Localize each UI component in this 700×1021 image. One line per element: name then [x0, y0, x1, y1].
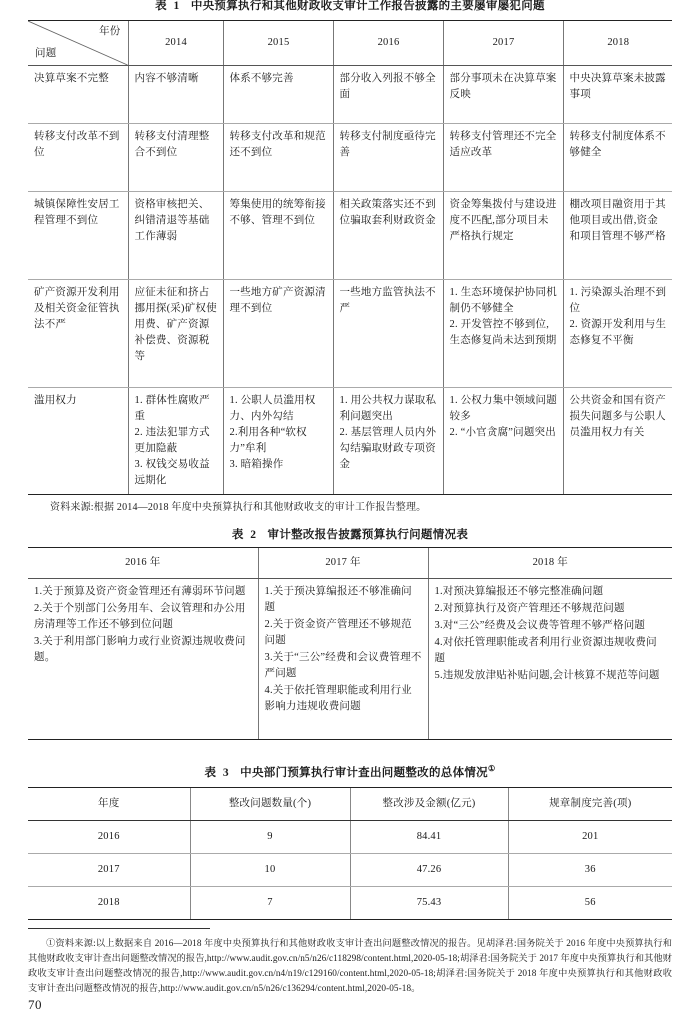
- cell-line: 3.关于“三公”经费和会议费管理不严问题: [264, 652, 422, 680]
- table1-data-cell: [128, 191, 223, 279]
- table-row: [28, 387, 672, 494]
- footnote-text: [28, 936, 672, 996]
- table1-issue-cell: [28, 65, 128, 123]
- table1-corner-cell: [28, 20, 128, 65]
- cell-line: 3. 暗箱操作: [229, 458, 284, 470]
- table1-data-cell: [563, 191, 672, 279]
- table1-caption-number: 表 1: [155, 0, 182, 12]
- table1-data-cell: [563, 279, 672, 387]
- table2-col-header: 2017 年: [258, 548, 428, 579]
- table1-issue-cell: [28, 387, 128, 494]
- table1-data-cell: [563, 65, 672, 123]
- table1-corner-year-label: 年份: [99, 25, 121, 37]
- cell-line: 部分事项未在决算草案反映: [449, 72, 557, 100]
- table3-caption-number: 表 3: [204, 767, 231, 780]
- cell-line: 5.违规发放津贴补贴问题,会计核算不规范等问题: [434, 670, 660, 682]
- cell-line: 中央决算草案未披露事项: [569, 72, 666, 100]
- table1-data-cell: [223, 387, 333, 494]
- table3-cell-count: 10: [190, 853, 350, 886]
- cell-line: 2.对预算执行及资产管理还不够规范问题: [434, 603, 625, 615]
- table2-col-header: 2016 年: [28, 548, 258, 579]
- table-row: [28, 886, 672, 919]
- table1-data-cell: [443, 191, 563, 279]
- table2-col-header: 2018 年: [428, 548, 672, 579]
- footnote-body: 资料来源:以上数据来自 2016—2018 年度中央预算执行和其他财政收支审计查出问题整改情况的报告。见胡泽君:国务院关于 2016 年度中央预算执行和其他财政收支审计查出问题整改情况的报告,http://www.audit.gov.cn/n5/n26/c118298/content.html,2020-05-18;胡泽君:国务院关于 2017 年度中央预算执行和其他财政收支审计查出问题整改情况的报告,http://www.audit.gov.cn/n4/n19/c129160/content.html,2020-05-18;胡泽君:国务院关于 2018 年度中央预算执行和其他财政收支审计查出问题整改情况的报告,http://www.audit.gov.cn/n5/n26/c136294/content.html,2020-05-18。: [28, 938, 673, 994]
- table1-data-cell: [128, 123, 223, 191]
- cell-line: 筹集使用的统筹衔接不够、管理不到位: [229, 198, 326, 226]
- cell-line: 3.对“三公”经费及会议费等管理不够严格问题: [434, 620, 646, 632]
- table1-col-header: 2016: [333, 20, 443, 65]
- cell-line: 4.对依托管理职能或者利用行业资源违规收费问题: [434, 637, 657, 665]
- cell-line: 内容不够清晰: [134, 72, 199, 84]
- table-row: [28, 65, 672, 123]
- cell-line: 部分收入列报不够全面: [339, 72, 436, 100]
- table1-source-note: 资料来源:根据 2014—2018 年度中央预算执行和其他财政收支的审计工作报告整理。: [50, 501, 427, 513]
- table2: [28, 547, 672, 740]
- page-number: 70: [28, 997, 42, 1012]
- table3-col-header: 规章制度完善(项): [508, 787, 672, 820]
- table1-data-cell: [128, 65, 223, 123]
- table2-caption: [28, 529, 672, 543]
- table2-data-cell: [28, 579, 258, 740]
- table1-data-cell: [128, 387, 223, 494]
- table3: [28, 787, 672, 920]
- cell-line: 体系不够完善: [229, 72, 294, 84]
- footnote-rule: [28, 928, 210, 930]
- cell-line: 转移支付制度体系不够健全: [569, 130, 666, 158]
- cell-line: 2. 基层管理人员内外勾结骗取财政专项资金: [339, 426, 437, 470]
- table1-data-cell: [333, 191, 443, 279]
- table1-col-header: 2014: [128, 20, 223, 65]
- table1-data-cell: [223, 123, 333, 191]
- table1-data-cell: [333, 65, 443, 123]
- table1-issue-cell: [28, 191, 128, 279]
- table1-data-cell: [333, 123, 443, 191]
- table3-cell-amount: 47.26: [350, 853, 508, 886]
- cell-line: 城镇保障性安居工程管理不到位: [34, 198, 120, 226]
- cell-line: 4.关于依托管理职能或利用行业影响力违规收费问题: [264, 685, 412, 712]
- cell-line: 1.对预决算编报还不够完整准确问题: [434, 586, 604, 598]
- table3-cell-amount: 84.41: [350, 820, 508, 853]
- table1-caption-text: 中央预算执行和其他财政收支审计工作报告披露的主要屡审屡犯问题: [190, 0, 545, 12]
- table1-header-row: [28, 20, 672, 65]
- table1-data-cell: [443, 123, 563, 191]
- table1-data-cell: [333, 387, 443, 494]
- table1-data-cell: [563, 123, 672, 191]
- cell-line: 滥用权力: [34, 394, 77, 406]
- table1-data-cell: [443, 387, 563, 494]
- cell-line: 转移支付清理整合不到位: [134, 130, 210, 158]
- table-row: [28, 123, 672, 191]
- table2-header-row: [28, 548, 672, 579]
- cell-line: 1.关于预算及资产资金管理还有薄弱环节问题: [34, 586, 246, 598]
- cell-line: 一些地方监管执法不严: [339, 286, 436, 314]
- table3-body: [28, 820, 672, 919]
- table3-col-header: 整改涉及金额(亿元): [350, 787, 508, 820]
- cell-line: 棚改项目融资用于其他项目或出借,资金和项目管理不够严格: [569, 198, 666, 242]
- table1-col-header: 2018: [563, 20, 672, 65]
- cell-line: 决算草案不完整: [34, 72, 109, 84]
- table1-data-cell: [333, 279, 443, 387]
- cell-line: 应征未征和挤占挪用探(采)矿权使用费、矿产资源补偿费、资源税等: [134, 286, 217, 362]
- table3-cell-rules: 56: [508, 886, 672, 919]
- table1-issue-cell: [28, 279, 128, 387]
- cell-line: 2.关于资金资产管理还不够规范问题: [264, 619, 412, 647]
- table1-data-cell: [223, 65, 333, 123]
- cell-line: 2. “小官贪腐”问题突出: [449, 426, 556, 438]
- table1-col-header: 2015: [223, 20, 333, 65]
- table1-data-cell: [443, 65, 563, 123]
- table3-caption-text: 中央部门预算执行审计查出问题整改的总体情况: [240, 767, 488, 780]
- table2-data-cell: [258, 579, 428, 740]
- cell-line: 1. 公职人员滥用权力、内外勾结: [229, 394, 316, 422]
- table2-data-cell: [428, 579, 672, 740]
- cell-line: 资格审核把关、纠错清退等基础工作薄弱: [134, 198, 210, 242]
- table3-cell-year: 2018: [28, 886, 190, 919]
- cell-line: 3.关于利用部门影响力或行业资源违规收费问题。: [34, 636, 246, 664]
- cell-line: 1.关于预决算编报还不够准确问题: [264, 586, 412, 614]
- table3-caption: [28, 764, 672, 781]
- table3-cell-rules: 201: [508, 820, 672, 853]
- table3-cell-year: 2017: [28, 853, 190, 886]
- table3-cell-count: 7: [190, 886, 350, 919]
- table3-col-header: 整改问题数量(个): [190, 787, 350, 820]
- table2-caption-number: 表 2: [231, 528, 258, 541]
- table3-cell-rules: 36: [508, 853, 672, 886]
- cell-line: 1. 用公共权力谋取私利问题突出: [339, 394, 437, 422]
- table1-issue-cell: [28, 123, 128, 191]
- table-row: [28, 853, 672, 886]
- cell-line: 2. 违法犯罪方式更加隐蔽: [134, 426, 210, 454]
- table1-corner-issue-label: 问题: [35, 47, 57, 59]
- table3-cell-amount: 75.43: [350, 886, 508, 919]
- table1: [28, 20, 672, 495]
- cell-line: 资金筹集拨付与建设进度不匹配,部分项目未严格执行规定: [449, 198, 557, 242]
- table1-data-cell: [443, 279, 563, 387]
- cell-line: 2. 开发管控不够到位,生态修复尚未达到预期: [449, 318, 557, 346]
- cell-line: 矿产资源开发利用及相关资金征管执法不严: [34, 286, 120, 330]
- table-row: [28, 820, 672, 853]
- table-row: [28, 579, 672, 740]
- table-row: [28, 279, 672, 387]
- table1-data-cell: [563, 387, 672, 494]
- cell-line: 1. 污染源头治理不到位: [569, 286, 667, 314]
- table1-data-cell: [223, 191, 333, 279]
- table-row: [28, 191, 672, 279]
- cell-line: 2.利用各种“软权力”牟利: [229, 426, 307, 454]
- table2-body: [28, 579, 672, 740]
- table1-body: [28, 65, 672, 494]
- table2-caption-text: 审计整改报告披露预算执行问题情况表: [267, 528, 469, 541]
- footnote-marker: ①: [46, 938, 56, 949]
- table1-data-cell: [128, 279, 223, 387]
- cell-line: 2. 资源开发利用与生态修复不平衡: [569, 318, 667, 346]
- table3-col-header: 年度: [28, 787, 190, 820]
- cell-line: 1. 生态环境保护协同机制仍不够健全: [449, 286, 557, 314]
- cell-line: 转移支付改革不到位: [34, 130, 120, 158]
- cell-line: 转移支付改革和规范还不到位: [229, 130, 326, 158]
- cell-line: 2.关于个别部门公务用车、会议管理和办公用房清理等工作还不够到位问题: [34, 603, 246, 631]
- table1-data-cell: [223, 279, 333, 387]
- cell-line: 1. 群体性腐败严重: [134, 394, 210, 422]
- table1-col-header: 2017: [443, 20, 563, 65]
- table3-cell-year: 2016: [28, 820, 190, 853]
- table3-cell-count: 9: [190, 820, 350, 853]
- cell-line: 转移支付制度亟待完善: [339, 130, 436, 158]
- footnote-area: [28, 928, 672, 1013]
- cell-line: 转移支付管理还不完全适应改革: [449, 130, 557, 158]
- table3-caption-footnote-marker: ①: [487, 764, 496, 774]
- cell-line: 3. 权钱交易收益远期化: [134, 458, 210, 486]
- table1-caption: [28, 0, 672, 14]
- cell-line: 公共资金和国有资产损失问题多与公职人员滥用权力有关: [569, 394, 666, 438]
- table3-header-row: [28, 787, 672, 820]
- cell-line: 1. 公权力集中领域问题较多: [449, 394, 557, 422]
- cell-line: 相关政策落实还不到位骗取套利财政资金: [339, 198, 436, 226]
- cell-line: 一些地方矿产资源清理不到位: [229, 286, 326, 314]
